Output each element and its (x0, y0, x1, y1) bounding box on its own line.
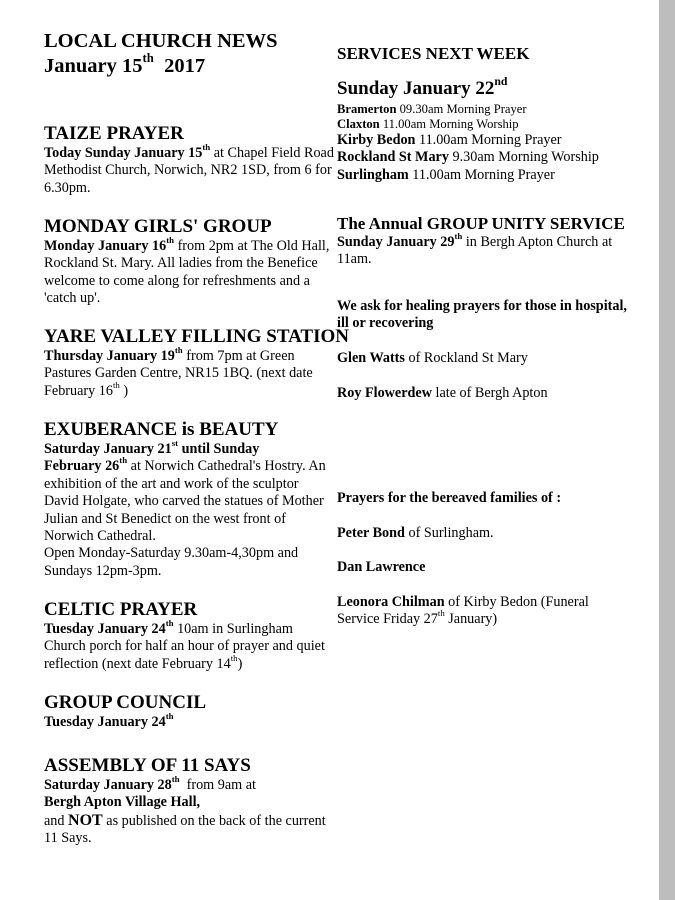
bereaved-person-1 (337, 525, 637, 542)
service-item: Rockland St Mary 9.30am Morning Worship (337, 149, 599, 166)
services-sunday-date: Sunday January 22nd (337, 74, 508, 99)
girls-group-body: Monday January 16th from 2pm at The Old Hall, Rockland St. Mary. All ladies from the Benefice welcome to come along for refreshments and a 'catch up'. (44, 234, 330, 307)
assembly-section (44, 755, 334, 848)
yare-valley-heading: YARE VALLEY FILLING STATION (44, 326, 349, 347)
services-container (337, 102, 637, 184)
bereaved-person-3-text: Leonora Chilman of Kirby Bedon (Funeral Service Friday 27th January) (337, 594, 589, 628)
healing-prayers-section (337, 298, 637, 333)
page-edge-shadow (659, 0, 675, 900)
bereaved-person-1-text: Peter Bond of Surlingham. (337, 525, 494, 541)
newsletter-header (44, 29, 334, 79)
group-council-section (44, 692, 334, 731)
bereaved-section (337, 490, 637, 507)
unity-service-heading: The Annual GROUP UNITY SERVICE (337, 214, 625, 233)
healing-person-2-text: Roy Flowerdew late of Bergh Apton (337, 385, 548, 401)
unity-service-section (337, 214, 637, 269)
service-item: Claxton 11.00am Morning Worship (337, 117, 519, 131)
group-council-date: Tuesday January 24th (44, 710, 174, 730)
exuberance-section (44, 419, 334, 580)
yare-valley-body: Thursday January 19th from 7pm at Green Pastures Garden Centre, NR15 1BQ. (next date February 16th ) (44, 344, 313, 399)
taize-body: Today Sunday January 15th at Chapel Field Road Methodist Church, Norwich, NR2 1SD, from 6 for 6.30pm. (44, 141, 334, 196)
services-section (337, 44, 637, 64)
healing-prayers-heading: We ask for healing prayers for those in hospital, ill or recovering (337, 298, 627, 332)
healing-person-2 (337, 385, 637, 402)
unity-service-body: Sunday January 29th in Bergh Apton Church at 11am. (337, 230, 613, 268)
girls-group-heading: MONDAY GIRLS' GROUP (44, 216, 272, 237)
taize-section (44, 123, 334, 197)
services-list (337, 74, 637, 184)
bereaved-heading: Prayers for the bereaved families of : (337, 490, 562, 506)
bereaved-person-2 (337, 559, 637, 576)
service-item: Surlingham 11.00am Morning Prayer (337, 166, 555, 183)
celtic-prayer-body: Tuesday January 24th 10am in Surlingham Church porch for half an hour of prayer and quiet reflection (next date February 14th) (44, 617, 325, 672)
exuberance-body: Saturday January 21st until Sunday February 26th at Norwich Cathedral's Hostry. An exhibition of the art and work of the sculptor David Holgate, who carved the statues of Mother Julian and St Benedict on the west front of Norwich Cathedral. (44, 437, 326, 545)
service-item: Bramerton 09.30am Morning Prayer (337, 102, 527, 116)
healing-person-1-text: Glen Watts of Rockland St Mary (337, 350, 528, 366)
service-item: Kirby Bedon 11.00am Morning Prayer (337, 132, 562, 148)
healing-person-1 (337, 350, 637, 367)
celtic-prayer-heading: CELTIC PRAYER (44, 599, 198, 620)
group-council-heading: GROUP COUNCIL (44, 692, 207, 713)
girls-group-section (44, 216, 334, 308)
exuberance-heading: EXUBERANCE is BEAUTY (44, 419, 279, 440)
bereaved-person-3 (337, 594, 637, 629)
celtic-prayer-section (44, 599, 334, 673)
yare-valley-section (44, 326, 349, 400)
newsletter-title: LOCAL CHURCH NEWS (44, 30, 278, 52)
services-heading: SERVICES NEXT WEEK (337, 44, 530, 63)
exuberance-hours: Open Monday-Saturday 9.30am-4,30pm and Sundays 12pm-3pm. (44, 545, 299, 579)
assembly-heading: ASSEMBLY OF 11 SAYS (44, 755, 251, 776)
newsletter-date: January 15th 2017 (44, 51, 206, 77)
bereaved-person-2-text: Dan Lawrence (337, 559, 426, 575)
taize-heading: TAIZE PRAYER (44, 123, 184, 144)
assembly-body: Saturday January 28th from 9am at Bergh Apton Village Hall, and NOT as published on the back of the current 11 Says. (44, 773, 326, 847)
